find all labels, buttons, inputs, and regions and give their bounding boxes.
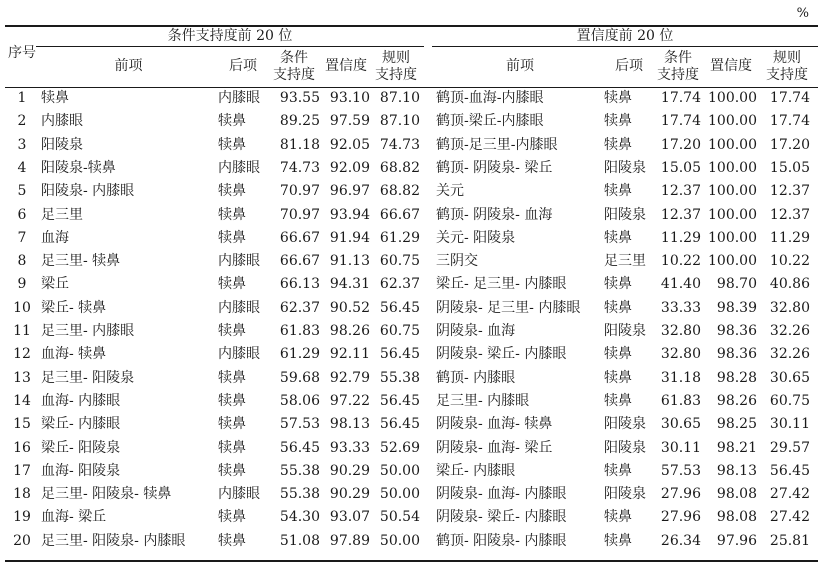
left-condition-support: 55.38 [279,486,320,503]
left-consequent: 内膝眼 [218,486,260,503]
header-confidence-right: 置信度 [710,58,752,74]
right-condition-support: 27.96 [660,486,701,503]
right-confidence: 98.70 [716,276,757,293]
left-antecedent: 梁丘- 内膝眼 [41,416,121,433]
left-consequent: 犊鼻 [218,136,246,153]
right-rule-support: 12.37 [769,183,810,200]
left-antecedent: 足三里 [41,206,83,223]
right-antecedent: 三阴交 [436,253,478,270]
group-rule-left [36,46,424,47]
right-condition-support: 12.37 [660,206,701,223]
row-index: 1 [17,90,27,106]
header-antecedent-left: 前项 [114,58,143,74]
left-confidence: 92.09 [329,159,370,176]
left-confidence: 93.33 [329,439,370,456]
right-consequent: 犊鼻 [604,229,632,246]
left-rule-support: 52.69 [379,439,420,456]
left-confidence: 92.05 [329,136,370,153]
right-confidence: 98.26 [716,392,757,409]
right-condition-support: 41.40 [660,276,701,293]
left-condition-support: 81.18 [279,136,320,153]
right-condition-support: 32.80 [660,346,701,363]
right-condition-support: 17.74 [660,113,701,130]
right-condition-support: 26.34 [660,532,701,549]
right-confidence: 100.00 [708,90,757,106]
right-consequent: 犊鼻 [604,136,632,153]
right-antecedent: 阴陵泉- 血海 [436,323,516,339]
right-antecedent: 梁丘- 足三里- 内膝眼 [436,276,567,293]
left-antecedent: 阳陵泉 [41,136,83,153]
left-rule-support: 87.10 [379,90,420,106]
right-antecedent: 鹤顶- 阴陵泉- 血海 [436,206,553,223]
row-index: 7 [17,229,27,246]
right-confidence: 100.00 [708,183,757,200]
left-rule-support: 66.67 [379,206,420,223]
left-confidence: 90.52 [329,299,370,316]
right-condition-support: 31.18 [660,369,701,386]
left-rule-support: 50.00 [379,486,420,503]
row-index: 19 [13,509,31,526]
left-condition-support: 89.25 [279,113,320,130]
header-rule-support-left [372,50,420,84]
left-consequent: 犊鼻 [218,416,246,433]
left-antecedent: 梁丘- 犊鼻 [41,299,107,316]
right-confidence: 98.25 [716,416,757,433]
left-condition-support: 66.13 [279,276,320,293]
right-condition-support: 30.11 [660,439,701,456]
left-condition-support: 56.45 [279,439,320,456]
right-antecedent: 阴陵泉- 血海- 犊鼻 [436,416,553,433]
left-consequent: 犊鼻 [218,229,246,246]
left-condition-support: 93.55 [279,90,320,106]
right-antecedent: 关元- 阳陵泉 [436,229,516,246]
right-rule-support: 25.81 [769,532,810,549]
left-condition-support: 57.53 [279,416,320,433]
left-antecedent: 血海- 阳陵泉 [41,462,121,479]
right-antecedent: 阴陵泉- 梁丘- 内膝眼 [436,346,567,363]
right-confidence: 98.36 [716,346,757,363]
right-consequent: 犊鼻 [604,369,632,386]
right-condition-support: 10.22 [660,253,701,270]
group-header-confidence: 置信度前 20 位 [576,28,674,44]
right-consequent: 阳陵泉 [604,206,646,223]
header-support-right-line2: 支持度 [657,67,699,83]
left-consequent: 犊鼻 [218,532,246,549]
left-rule-support: 87.10 [379,113,420,130]
left-condition-support: 70.97 [279,206,320,223]
left-antecedent: 血海 [41,229,69,246]
left-confidence: 97.59 [329,113,370,130]
header-support-left [268,50,320,84]
left-condition-support: 59.68 [279,369,320,386]
left-condition-support: 74.73 [279,159,320,176]
right-condition-support: 15.05 [660,159,701,176]
header-rule-support-right [760,50,814,84]
row-index: 17 [13,462,31,479]
header-consequent-left: 后项 [229,58,257,74]
header-rule-support-left-line1: 规则 [382,50,410,66]
left-rule-support: 50.00 [379,532,420,549]
right-confidence: 98.39 [716,299,757,316]
row-index: 3 [17,136,27,153]
header-rule-support-left-line2: 支持度 [375,67,417,83]
row-index: 9 [17,276,27,293]
left-rule-support: 60.75 [379,323,420,339]
right-rule-support: 40.86 [769,276,810,293]
left-confidence: 98.26 [329,323,370,339]
left-rule-support: 56.45 [379,346,420,363]
right-rule-support: 30.65 [769,369,810,386]
bottom-rule [5,560,818,562]
left-rule-support: 68.82 [379,183,420,200]
right-rule-support: 15.05 [769,159,810,176]
left-consequent: 犊鼻 [218,323,246,339]
left-confidence: 90.29 [329,486,370,503]
right-confidence: 98.08 [716,486,757,503]
left-confidence: 96.97 [329,183,370,200]
right-consequent: 阳陵泉 [604,416,646,433]
right-confidence: 98.08 [716,509,757,526]
right-antecedent: 梁丘- 内膝眼 [436,462,516,479]
right-consequent: 犊鼻 [604,276,632,293]
left-condition-support: 70.97 [279,183,320,200]
right-antecedent: 鹤顶-血海-内膝眼 [436,90,544,106]
right-antecedent: 鹤顶-足三里-内膝眼 [436,136,558,153]
right-rule-support: 56.45 [769,462,810,479]
right-condition-support: 30.65 [660,416,701,433]
right-consequent: 犊鼻 [604,183,632,200]
row-index: 4 [17,159,27,176]
left-consequent: 犊鼻 [218,206,246,223]
header-support-left-line2: 支持度 [273,67,315,83]
left-antecedent: 犊鼻 [41,90,69,106]
left-confidence: 97.89 [329,532,370,549]
left-confidence: 92.11 [329,346,370,363]
right-confidence: 100.00 [708,113,757,130]
left-rule-support: 56.45 [379,416,420,433]
right-condition-support: 61.83 [660,392,701,409]
left-antecedent: 足三里- 阳陵泉 [41,369,135,386]
left-consequent: 犊鼻 [218,369,246,386]
row-index: 13 [13,369,31,386]
left-condition-support: 54.30 [279,509,320,526]
right-condition-support: 32.80 [660,323,701,339]
right-rule-support: 11.29 [769,229,810,246]
left-confidence: 91.94 [329,229,370,246]
unit-label: % [796,6,809,21]
left-rule-support: 56.45 [379,299,420,316]
left-confidence: 93.10 [329,90,370,106]
right-antecedent: 阴陵泉- 梁丘- 内膝眼 [436,509,567,526]
left-antecedent: 足三里- 阳陵泉- 犊鼻 [41,486,172,503]
left-rule-support: 50.54 [379,509,420,526]
group-rule-right [432,46,818,47]
right-condition-support: 33.33 [660,299,701,316]
left-consequent: 内膝眼 [218,90,260,106]
left-consequent: 犊鼻 [218,183,246,200]
right-rule-support: 32.26 [769,323,810,339]
left-antecedent: 足三里- 内膝眼 [41,323,135,339]
right-condition-support: 27.96 [660,509,701,526]
left-confidence: 98.13 [329,416,370,433]
group-header-support: 条件支持度前 20 位 [167,28,293,44]
row-index: 11 [13,323,31,339]
row-index: 6 [17,206,27,223]
right-condition-support: 17.20 [660,136,701,153]
left-consequent: 内膝眼 [218,159,260,176]
left-consequent: 犊鼻 [218,462,246,479]
left-antecedent: 阳陵泉-犊鼻 [41,159,116,176]
right-confidence: 97.96 [716,532,757,549]
header-confidence-left: 置信度 [325,58,367,74]
left-confidence: 97.22 [329,392,370,409]
right-consequent: 犊鼻 [604,346,632,363]
right-antecedent: 阴陵泉- 血海- 梁丘 [436,439,553,456]
right-rule-support: 10.22 [769,253,810,270]
left-condition-support: 58.06 [279,392,320,409]
left-condition-support: 51.08 [279,532,320,549]
right-confidence: 100.00 [708,159,757,176]
left-antecedent: 足三里- 阳陵泉- 内膝眼 [41,532,186,549]
row-index: 14 [13,392,31,409]
left-consequent: 内膝眼 [218,346,260,363]
left-antecedent: 阳陵泉- 内膝眼 [41,183,135,200]
right-confidence: 98.13 [716,462,757,479]
right-rule-support: 17.20 [769,136,810,153]
right-antecedent: 阴陵泉- 血海- 内膝眼 [436,486,567,503]
right-confidence: 100.00 [708,206,757,223]
left-condition-support: 61.29 [279,346,320,363]
left-consequent: 犊鼻 [218,509,246,526]
left-antecedent: 内膝眼 [41,113,83,130]
right-consequent: 阳陵泉 [604,323,646,339]
right-rule-support: 30.11 [769,416,810,433]
right-consequent: 犊鼻 [604,509,632,526]
right-antecedent: 阴陵泉- 足三里- 内膝眼 [436,299,581,316]
right-confidence: 100.00 [708,253,757,270]
left-consequent: 犊鼻 [218,113,246,130]
row-index: 10 [13,299,31,316]
header-index: 序号 [8,45,36,61]
right-consequent: 足三里 [604,253,646,270]
right-condition-support: 11.29 [660,229,701,246]
right-rule-support: 60.75 [769,392,810,409]
right-rule-support: 32.26 [769,346,810,363]
left-confidence: 92.79 [329,369,370,386]
header-consequent-right: 后项 [615,58,643,74]
right-rule-support: 32.80 [769,299,810,316]
row-index: 12 [13,346,31,363]
right-rule-support: 29.57 [769,439,810,456]
header-support-right-line1: 条件 [664,50,692,66]
row-index: 16 [13,439,31,456]
right-rule-support: 27.42 [769,486,810,503]
right-rule-support: 17.74 [769,90,810,106]
right-condition-support: 12.37 [660,183,701,200]
right-confidence: 98.21 [716,439,757,456]
row-index: 20 [13,532,31,549]
row-index: 5 [17,183,27,200]
left-consequent: 内膝眼 [218,299,260,316]
right-consequent: 阳陵泉 [604,486,646,503]
left-rule-support: 62.37 [379,276,420,293]
left-confidence: 94.31 [329,276,370,293]
header-rule-support-right-line2: 支持度 [766,67,808,83]
right-consequent: 犊鼻 [604,462,632,479]
right-antecedent: 鹤顶- 内膝眼 [436,369,516,386]
left-consequent: 犊鼻 [218,276,246,293]
left-condition-support: 62.37 [279,299,320,316]
right-confidence: 98.28 [716,369,757,386]
left-rule-support: 74.73 [379,136,420,153]
right-consequent: 阳陵泉 [604,439,646,456]
right-confidence: 100.00 [708,136,757,153]
right-consequent: 犊鼻 [604,392,632,409]
right-consequent: 阳陵泉 [604,159,646,176]
left-antecedent: 足三里- 犊鼻 [41,253,121,270]
left-rule-support: 56.45 [379,392,420,409]
right-rule-support: 17.74 [769,113,810,130]
left-rule-support: 50.00 [379,462,420,479]
row-index: 15 [13,416,31,433]
row-index: 8 [17,253,27,270]
left-consequent: 犊鼻 [218,392,246,409]
header-rule-support-right-line1: 规则 [773,50,801,66]
header-support-right [655,50,701,84]
left-condition-support: 66.67 [279,229,320,246]
left-confidence: 93.07 [329,509,370,526]
left-rule-support: 68.82 [379,159,420,176]
header-support-left-line1: 条件 [280,50,308,66]
right-antecedent: 鹤顶- 阴陵泉- 梁丘 [436,159,553,176]
left-antecedent: 血海- 内膝眼 [41,392,121,409]
right-rule-support: 27.42 [769,509,810,526]
left-condition-support: 61.83 [279,323,320,339]
right-consequent: 犊鼻 [604,299,632,316]
right-consequent: 犊鼻 [604,90,632,106]
left-confidence: 90.29 [329,462,370,479]
left-rule-support: 61.29 [379,229,420,246]
right-consequent: 犊鼻 [604,113,632,130]
left-consequent: 内膝眼 [218,253,260,270]
left-rule-support: 60.75 [379,253,420,270]
left-antecedent: 梁丘- 阳陵泉 [41,439,121,456]
left-antecedent: 血海- 梁丘 [41,509,107,526]
right-confidence: 100.00 [708,229,757,246]
right-condition-support: 17.74 [660,90,701,106]
left-antecedent: 梁丘 [41,276,69,293]
left-rule-support: 55.38 [379,369,420,386]
right-antecedent: 鹤顶-梁丘-内膝眼 [436,113,544,130]
right-consequent: 犊鼻 [604,532,632,549]
left-condition-support: 55.38 [279,462,320,479]
right-condition-support: 57.53 [660,462,701,479]
left-confidence: 93.94 [329,206,370,223]
right-antecedent: 足三里- 内膝眼 [436,392,530,409]
header-antecedent-right: 前项 [506,58,534,74]
right-rule-support: 12.37 [769,206,810,223]
row-index: 2 [17,113,27,130]
right-antecedent: 关元 [436,183,464,200]
left-condition-support: 66.67 [279,253,320,270]
left-antecedent: 血海- 犊鼻 [41,346,107,363]
right-confidence: 98.36 [716,323,757,339]
right-antecedent: 鹤顶- 阳陵泉- 内膝眼 [436,532,567,549]
left-consequent: 犊鼻 [218,439,246,456]
row-index: 18 [13,486,31,503]
left-confidence: 91.13 [329,253,370,270]
